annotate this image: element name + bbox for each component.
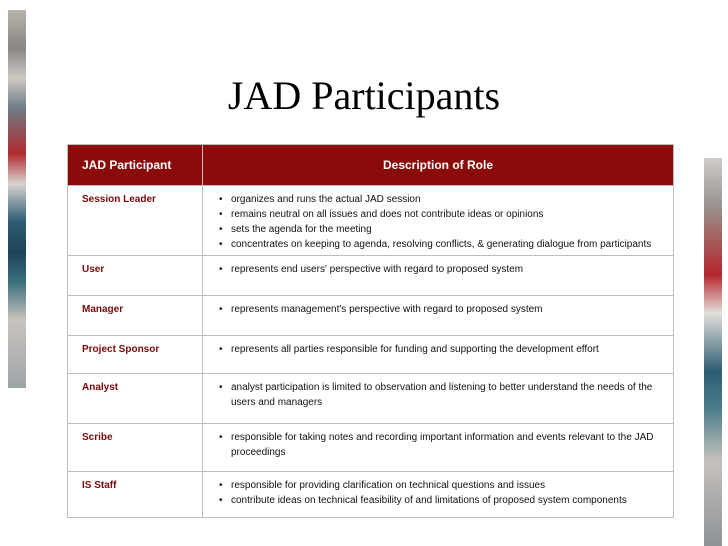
- table-row: [68, 256, 674, 296]
- table-row: [68, 336, 674, 374]
- description-cell: [203, 256, 674, 296]
- table-row: [68, 296, 674, 336]
- description-cell: [203, 296, 674, 336]
- list-item: • concentrates on keeping to agenda, resolving conflicts, & generating dialogue from participants: [231, 237, 665, 252]
- description-cell: [203, 186, 674, 256]
- role-cell: User: [68, 256, 203, 296]
- list-item: • represents end users' perspective with regard to proposed system: [231, 262, 665, 277]
- participants-table: [67, 144, 674, 518]
- table-row: [68, 374, 674, 424]
- description-cell: [203, 472, 674, 518]
- list-item: • analyst participation is limited to observation and listening to better understand the needs of the users and managers: [231, 380, 665, 410]
- list-item: • represents all parties responsible for funding and supporting the development effort: [231, 342, 665, 357]
- description-cell: [203, 336, 674, 374]
- list-item: • sets the agenda for the meeting: [231, 222, 665, 237]
- list-item: • responsible for providing clarification on technical questions and issues: [231, 478, 665, 493]
- list-item: • represents management's perspective with regard to proposed system: [231, 302, 665, 317]
- role-cell: Project Sponsor: [68, 336, 203, 374]
- table-row: [68, 186, 674, 256]
- list-item: • remains neutral on all issues and does not contribute ideas or opinions: [231, 207, 665, 222]
- table-row: [68, 424, 674, 472]
- role-cell: Session Leader: [68, 186, 203, 256]
- header-participant: JAD Participant: [68, 145, 203, 186]
- list-item: • responsible for taking notes and recording important information and events relevant to the JAD proceedings: [231, 430, 665, 460]
- role-cell: IS Staff: [68, 472, 203, 518]
- role-cell: Manager: [68, 296, 203, 336]
- role-cell: Scribe: [68, 424, 203, 472]
- role-cell: Analyst: [68, 374, 203, 424]
- table-row: [68, 472, 674, 518]
- list-item: • organizes and runs the actual JAD session: [231, 192, 665, 207]
- table-header-row: [68, 145, 674, 186]
- header-description: Description of Role: [203, 145, 674, 186]
- decorative-stripe-left: [8, 10, 26, 388]
- description-cell: [203, 374, 674, 424]
- description-cell: [203, 424, 674, 472]
- decorative-stripe-right: [704, 158, 722, 546]
- page-title: JAD Participants: [227, 73, 501, 118]
- list-item: • contribute ideas on technical feasibility of and limitations of proposed system components: [231, 493, 665, 508]
